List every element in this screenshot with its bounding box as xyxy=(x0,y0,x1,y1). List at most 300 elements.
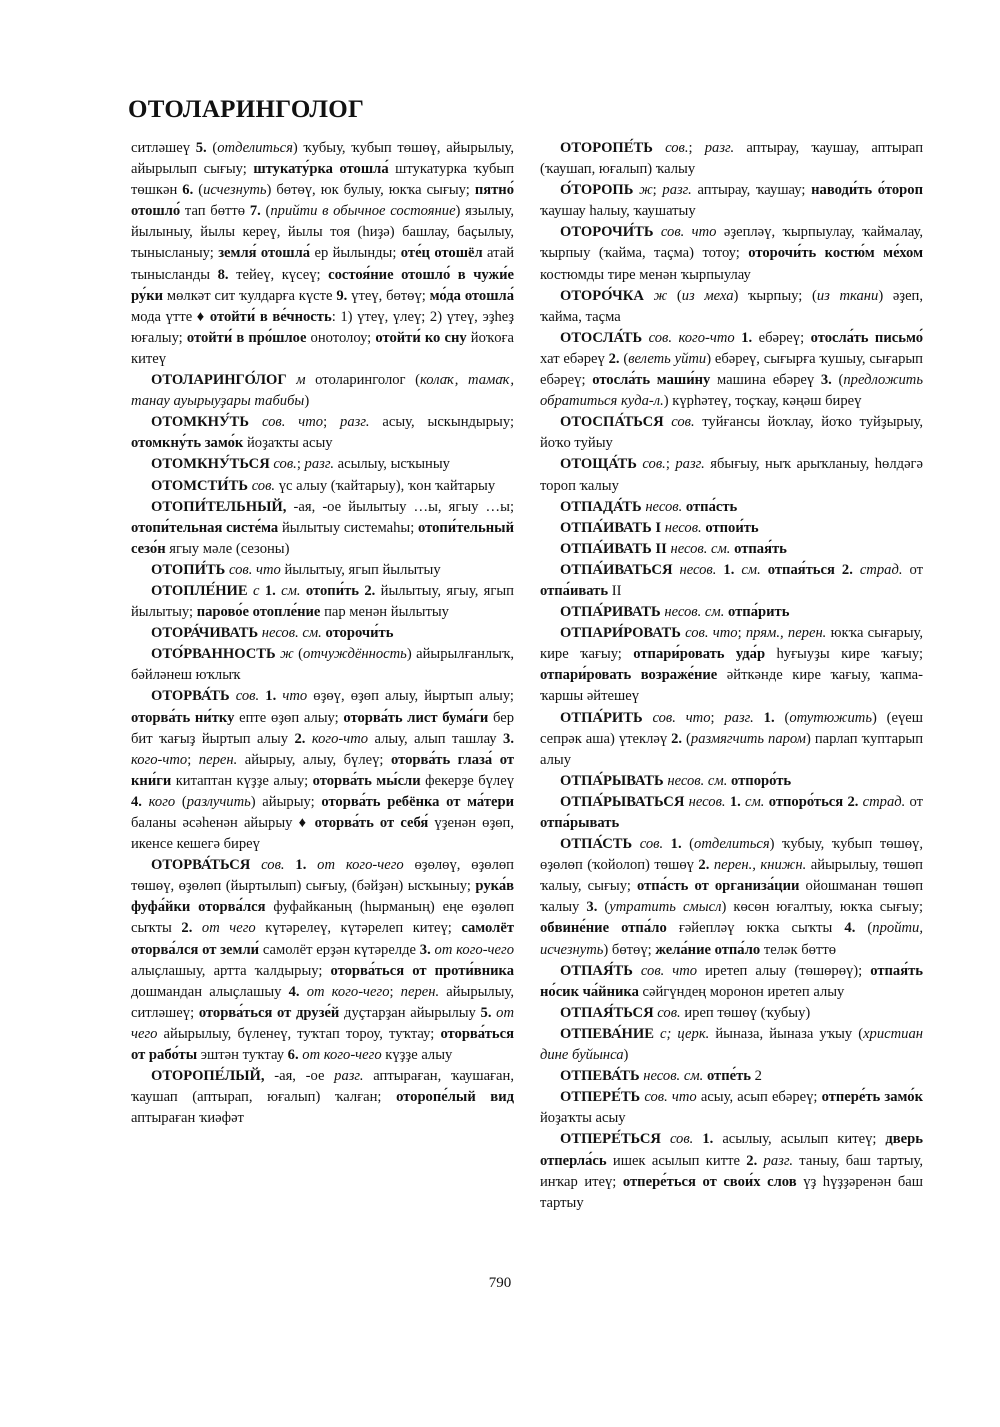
grammar-label: прям., перен. xyxy=(745,625,827,642)
entry-text: ебәреү; xyxy=(752,329,811,346)
headword: ОТО́РВАННОСТЬ xyxy=(151,646,276,663)
entry-text: алыҫлашыу, артта ҡалдырыу; xyxy=(131,962,331,979)
entry-text xyxy=(644,288,654,304)
example-phrase: 2. xyxy=(698,857,710,874)
entry-text xyxy=(142,794,149,810)
grammar-label: сов. что xyxy=(685,625,738,642)
example-phrase: оторва́ть ребёнка от ма́тери xyxy=(321,793,515,810)
example-phrase: отпая́ться xyxy=(767,561,835,578)
grammar-label: колаҡ, тамаҡ, танау ауырыуҙары табибы xyxy=(131,372,514,410)
entry-text xyxy=(663,836,671,852)
example-phrase: 6. xyxy=(287,1047,299,1064)
entry-text: эштән туҡтау xyxy=(197,1047,288,1064)
example-phrase: 1. xyxy=(723,561,735,578)
example-phrase: состоя́ние отошло́ в чужи́е ру́ки xyxy=(131,266,514,304)
example-phrase: оторва́ться от друзе́й xyxy=(198,1004,340,1021)
example-phrase: 2. xyxy=(608,350,620,367)
entry-text: : 1) үтеү, үлеү; 2) үтеү, эҙһеҙ юғалыу; xyxy=(131,308,515,346)
entry-text: ягыу мәле (сезоны) xyxy=(165,540,290,557)
example-phrase: оторва́ть мы́сли xyxy=(312,772,421,789)
entry-text: һуғыуҙы кире ҡағыу; xyxy=(765,646,923,663)
example-phrase: отойти́ ко сну xyxy=(375,329,467,346)
dictionary-entry xyxy=(540,834,923,961)
entry-text: теләк бөттө xyxy=(760,941,836,958)
example-phrase: 4. xyxy=(288,983,300,1000)
headword: ОТОПЛЕ́НИЕ xyxy=(151,582,248,599)
grammar-label: сов. что xyxy=(660,224,717,241)
headword: ОТПЕРЕ́ТЬ xyxy=(560,1089,641,1106)
example-phrase: отпа́рить xyxy=(728,604,790,621)
example-phrase: 1. xyxy=(702,1131,714,1148)
entry-text xyxy=(761,562,768,578)
example-phrase: отпере́ть замо́к xyxy=(821,1089,924,1106)
headword: ОТПА́ИВАТЬ I xyxy=(560,519,662,536)
dictionary-entry xyxy=(540,708,923,771)
entry-text xyxy=(853,562,860,578)
headword: ОТПА́ИВАТЬ II xyxy=(560,540,667,557)
entry-text: иретеп алыу (төшөрөү); xyxy=(697,962,871,979)
example-phrase: отпоро́ть xyxy=(731,772,792,789)
example-phrase: 8. xyxy=(217,266,229,283)
entry-text: йылытыу, ягыу, ягып йылытыу; xyxy=(131,582,514,621)
entry-text: аптырау, ҡаушау, аптырап (ҡаушап, юғалып) ҡалыу xyxy=(540,140,924,178)
entry-text xyxy=(192,920,202,936)
entry-text: йоҡоға китеү xyxy=(131,329,515,367)
entry-text: асылыу, асылып китеү; xyxy=(713,1131,886,1148)
entry-text: ) айырыу; xyxy=(250,793,322,810)
entry-text: үтеү, бөтөү; xyxy=(347,287,430,304)
grammar-label: ж xyxy=(653,287,668,304)
entry-text: асылыу, ысҡыныу xyxy=(333,456,450,473)
entry-text xyxy=(250,857,261,873)
entry-text: отоларинголог ( xyxy=(305,372,421,389)
entry-text: мөлкәт сит ҡулдарға күсте xyxy=(163,287,337,304)
example-phrase: самолёт оторва́лся от земли́ xyxy=(131,920,514,958)
example-phrase: земля́ отошла́ xyxy=(218,245,311,262)
dictionary-entry xyxy=(540,518,923,539)
headword: ОТПАРИ́РОВАТЬ xyxy=(560,625,681,642)
grammar-label: велеть уйти xyxy=(628,350,707,367)
entry-text: ( xyxy=(682,730,691,747)
entry-text: ) күрһәтеү, тоҫҡау, кәңәш биреү xyxy=(663,393,862,410)
dictionary-entry xyxy=(131,623,514,644)
entry-text: ; xyxy=(389,983,401,1000)
page-number: 790 xyxy=(488,1275,512,1291)
headword: ОТПА́РИТЬ xyxy=(560,709,643,726)
running-head: ОТОЛАРИНГОЛОГ xyxy=(128,96,365,123)
entry-text xyxy=(643,710,653,726)
entry-text: айырылыу, бүленеү, туҡтап тороу, туҡтау; xyxy=(157,1025,441,1042)
headword: ОТПА́ИВАТЬСЯ xyxy=(560,561,673,578)
entry-text: от xyxy=(905,793,924,810)
grammar-label: отделиться xyxy=(217,140,293,156)
grammar-label: сов. что xyxy=(640,962,698,979)
example-phrase: дверь отперла́сь xyxy=(540,1131,923,1169)
grammar-label: прийти в обычное состояние xyxy=(270,203,456,220)
entry-text: өҙөлөү, өҙөлөп төшөү, өҙөлөп (йыртылып) сығыу, (бәйҙән) ысҡыныу; xyxy=(131,857,514,895)
entry-text: күтәрелеү, күтәрелеп китеү; xyxy=(255,920,462,937)
entry-text: ( xyxy=(175,793,187,810)
entry-text: ( xyxy=(193,182,204,199)
dictionary-entry xyxy=(131,476,514,497)
entry-text: асыу, ыскындырыу; xyxy=(369,414,515,431)
grammar-label: разг. xyxy=(704,140,735,156)
example-phrase: оторва́ться от проти́вника xyxy=(330,962,514,979)
example-phrase: 9. xyxy=(336,287,348,304)
entry-text: ) бөтөү, юк булыу, юкҡа сығыу; xyxy=(266,182,475,199)
entry-text: аптыраған, ҡаушаған, ҡаушап (аптырап, юғалып) ҡалған; xyxy=(131,1068,514,1106)
dictionary-entry xyxy=(540,539,923,560)
grammar-label: от кого-чего xyxy=(317,857,404,874)
entry-text: әҙепләү, ҡырпыулау, ҡаймалау, ҡырпыу (ҡайма, таҫма) тотоу; xyxy=(540,224,923,262)
left-column xyxy=(131,138,514,1129)
grammar-label: сов. xyxy=(642,456,666,473)
grammar-label: кого xyxy=(148,793,176,810)
example-phrase: отомкну́ть замо́к xyxy=(131,435,244,452)
grammar-label: страд. xyxy=(862,793,906,810)
example-phrase: парово́е отопле́ние xyxy=(196,604,321,621)
example-phrase: 1. xyxy=(763,709,775,726)
dictionary-entry xyxy=(131,855,514,1066)
entry-text: ) ҡубыу, ҡубып төшөү, айырылыу, айырылып сығыу; xyxy=(131,140,514,178)
example-phrase: отпа́сть xyxy=(685,498,738,515)
grammar-label: сов. xyxy=(657,1004,681,1021)
dictionary-entry xyxy=(540,1129,923,1213)
grammar-label: разг. xyxy=(340,414,370,431)
example-phrase: 1. xyxy=(729,793,741,810)
entry-text: бер бит ҡағыҙ йыртып алыу xyxy=(131,709,514,747)
headword: О́ТОРОПЬ xyxy=(560,182,634,199)
entry-text: хат ебәреү xyxy=(540,350,609,367)
entry-text: ) көсөн юғалтыу, юкҡа сығыу; xyxy=(721,899,923,916)
example-phrase: отпои́ть xyxy=(705,519,759,536)
headword: ОТПА́РЫВАТЬСЯ xyxy=(560,793,685,810)
example-phrase: отпа́ивать xyxy=(540,582,609,599)
grammar-label: разлучить xyxy=(186,793,251,810)
grammar-label: от чего xyxy=(201,920,256,937)
entry-text: сәйгүндең моронон иретеп алыу xyxy=(638,983,845,1000)
grammar-label: сов. что xyxy=(229,561,281,578)
example-phrase: оторва́ть лист бума́ги xyxy=(343,709,489,726)
entry-text: ) әҙеп, ҡайма, таҫма xyxy=(540,287,924,325)
entry-text: мода үтте ♦ xyxy=(131,308,210,325)
example-phrase: 2. xyxy=(671,730,683,747)
grammar-label: размягчить паром xyxy=(690,730,806,747)
entry-text: үс алыу (ҡайтарыу), ҡон ҡайтарыу xyxy=(275,477,496,494)
headword: ОТОРОПЕ́ТЬ xyxy=(560,140,653,156)
grammar-label: м xyxy=(296,372,306,389)
example-phrase: оте́ц отошёл xyxy=(400,245,483,262)
grammar-label: что xyxy=(282,688,308,705)
grammar-label: см. xyxy=(745,793,765,810)
entry-text: ) парлап ҡуптарып алыу xyxy=(540,730,924,768)
entry-text: йылытыу системаһы; xyxy=(278,519,419,536)
headword: ОТПАДА́ТЬ xyxy=(560,498,642,515)
entry-text: иреп төшөү (ҡубыу) xyxy=(680,1004,811,1021)
dictionary-entry xyxy=(540,286,923,328)
grammar-label: сов. xyxy=(669,1131,694,1148)
entry-text: ( xyxy=(260,203,271,220)
grammar-label: сов. xyxy=(665,140,689,156)
headword: ОТОРО́ЧКА xyxy=(560,287,644,304)
entry-text xyxy=(661,1131,670,1147)
entry-text xyxy=(632,836,640,852)
entry-text xyxy=(835,562,842,578)
dictionary-entry xyxy=(540,222,923,285)
grammar-label: кого-что xyxy=(131,751,188,768)
entry-text: ( xyxy=(597,899,610,916)
entry-text: ) бөтөү; xyxy=(603,941,656,958)
entry-text: айырылыу, төшөп ҡалыу, сығыу; xyxy=(540,857,923,895)
entry-text: ) (еүеш сепрәк аша) үтекләү xyxy=(540,709,924,747)
entry-text: ( xyxy=(293,646,304,663)
entry-text: ; xyxy=(737,625,746,642)
example-phrase: 2. xyxy=(847,793,859,810)
dictionary-entry xyxy=(131,560,514,581)
example-phrase: оторва́ть глаза́ от кни́ги xyxy=(131,751,514,789)
dictionary-entry xyxy=(540,961,923,1003)
entry-text: самолёт ерҙән күтәрелде xyxy=(259,941,420,958)
entry-text: ) язылыу, йылыныу, йылы кереү, йылы тоя (һиҙә) башлау, баҫылыу, тынысланыу; xyxy=(131,203,514,262)
entry-text xyxy=(653,140,665,156)
entry-text: асыу, асып ебәреү; xyxy=(696,1089,822,1106)
example-phrase: мо́да отошла́ xyxy=(429,287,514,304)
entry-text: аптырау, ҡаушау; xyxy=(691,182,812,199)
grammar-label: разг. xyxy=(724,709,754,726)
grammar-label: разг. xyxy=(304,456,334,473)
example-phrase: отопи́ть xyxy=(305,582,360,599)
dictionary-entry xyxy=(131,581,514,623)
headword: ОТОМКНУ́ТЬСЯ xyxy=(151,456,270,473)
entry-text: ябығыу, ныҡ арыҡланыу, һөлдәгә тороп ҡалыу xyxy=(540,456,924,494)
entry-text: ; xyxy=(665,456,676,473)
example-phrase: отойти́ в ве́чность xyxy=(209,308,332,325)
example-phrase: 4. xyxy=(131,793,142,810)
grammar-label: см. xyxy=(281,582,301,599)
example-phrase: жела́ние отпа́ло xyxy=(655,941,761,958)
entry-text xyxy=(633,963,641,979)
entry-text: ғәйепләү юкҡа сыҡты xyxy=(666,920,845,937)
grammar-label: несов. см. xyxy=(664,604,725,621)
grammar-label: разг. xyxy=(662,182,692,199)
example-phrase: штукату́рка отошла́ xyxy=(253,161,389,178)
dictionary-entry xyxy=(540,1024,923,1066)
grammar-label: перен., книжн. xyxy=(713,857,807,874)
dictionary-entry xyxy=(131,454,514,475)
example-phrase: 2. xyxy=(841,561,853,578)
entry-text xyxy=(754,710,764,726)
example-phrase: отпа́сть от организа́ции xyxy=(637,878,800,895)
dictionary-entry xyxy=(540,771,923,792)
dictionary-entry xyxy=(131,497,514,560)
entry-text: ( xyxy=(619,350,629,367)
entry-text: дошмандан алыҫлашыу xyxy=(131,983,289,1000)
example-phrase: 1. xyxy=(670,836,682,853)
grammar-label: несов. xyxy=(645,498,683,515)
dictionary-entry xyxy=(131,138,514,370)
dictionary-entry xyxy=(540,328,923,412)
headword: ОТПАЯ́ТЬ xyxy=(560,962,633,979)
entry-text: ) ҡырпыу; ( xyxy=(733,287,817,304)
grammar-label: несов. см. xyxy=(643,1068,704,1085)
dictionary-entry xyxy=(131,1066,514,1129)
headword: ОТОСПА́ТЬСЯ xyxy=(560,414,664,431)
grammar-label: см. xyxy=(741,561,761,578)
entry-text: тап бөттө xyxy=(180,203,250,220)
entry-text: йылытыу, ягып йылытыу xyxy=(280,561,441,578)
example-phrase: оторочи́ть xyxy=(325,625,394,642)
dictionary-entry xyxy=(131,644,514,686)
dictionary-entry xyxy=(131,686,514,855)
grammar-label: разг. xyxy=(334,1068,364,1085)
example-phrase: 3. xyxy=(419,941,431,958)
entry-text: ( xyxy=(681,836,695,853)
entry-text: ҡаушау һалыу, ҡаушатыу xyxy=(540,203,696,220)
entry-text: айырыу, алыу, бүлеү; xyxy=(237,751,391,768)
grammar-label: предложить обратиться куда-л. xyxy=(540,372,923,410)
entry-text: штукатурка ҡубып төшкән xyxy=(131,161,514,199)
example-phrase: отпари́ровать возраже́ние xyxy=(540,667,718,684)
example-phrase: отпа́рывать xyxy=(540,815,620,831)
dictionary-entry xyxy=(540,623,923,707)
example-phrase: 2. xyxy=(364,582,376,599)
grammar-label: пройти, исчезнуть xyxy=(540,920,923,958)
dictionary-entry xyxy=(540,602,923,623)
entry-text: аптыраған ҡиәфәт xyxy=(131,1110,244,1127)
example-phrase: отойти́ в про́шлое xyxy=(186,329,307,346)
grammar-label: сов. что xyxy=(644,1089,697,1106)
example-phrase: 4. xyxy=(844,920,856,937)
example-phrase: 5. xyxy=(480,1004,492,1021)
grammar-label: исчезнуть xyxy=(203,182,267,199)
grammar-label: разг. xyxy=(763,1152,793,1169)
grammar-label: христиан дине буйынса xyxy=(540,1025,923,1064)
entry-text: йоҙаҡты асыу xyxy=(243,435,333,452)
grammar-label: отчуждённость xyxy=(303,646,407,663)
entry-text: ; xyxy=(323,414,341,431)
entry-text: ) xyxy=(623,1047,629,1064)
example-phrase: отпе́ть xyxy=(706,1068,751,1085)
dictionary-entry xyxy=(540,792,923,834)
example-phrase: 1. xyxy=(741,329,753,346)
headword: ОТОЛАРИНГО́ЛОГ xyxy=(151,372,287,389)
entry-text: ) ебәреү, сығырға ҡушыу, сығарып ебәреү; xyxy=(540,350,923,389)
grammar-label: ж xyxy=(280,646,294,663)
headword: ОТОРОЧИ́ТЬ xyxy=(560,224,654,241)
entry-text: ; xyxy=(187,751,199,768)
dictionary-entry xyxy=(540,1003,923,1024)
entry-text: тейеү, күсеү; xyxy=(228,266,329,283)
example-phrase: оторочи́ть костю́м ме́хом xyxy=(748,245,924,262)
grammar-label: из меха xyxy=(681,287,734,304)
headword: ОТПЕВА́НИЕ xyxy=(560,1025,654,1042)
dictionary-entry xyxy=(131,370,514,412)
example-phrase: 1. xyxy=(265,688,277,705)
example-phrase: оторва́ться от рабо́ты xyxy=(131,1025,514,1064)
entry-text: 2 xyxy=(751,1068,762,1085)
entry-text: туйғансы йоҡлау, йоҡо туйҙырыу, йоҡо туйыу xyxy=(540,414,923,452)
dictionary-entry xyxy=(540,138,923,180)
example-phrase: 7. xyxy=(249,203,261,220)
dictionary-entry xyxy=(540,497,923,518)
entry-text: баланы әсәһенән айырыу ♦ xyxy=(131,815,315,831)
example-phrase: обвине́ние отпа́ло xyxy=(540,920,667,937)
example-phrase: 3. xyxy=(820,372,832,389)
entry-text: атай тынысланды xyxy=(131,245,514,283)
grammar-label: несов. см. xyxy=(261,625,322,642)
grammar-label: сов. xyxy=(261,857,285,874)
entry-text: ) xyxy=(304,393,310,410)
grammar-label: сов. кого-что xyxy=(648,329,735,346)
example-phrase: отопи́тельный сезо́н xyxy=(131,519,514,557)
grammar-label: несов. xyxy=(679,561,717,578)
entry-text: -ая, -ое xyxy=(264,1068,335,1085)
headword: ОТОРВА́ТЬ xyxy=(151,688,230,705)
entry-text: йыназа, йыназа уҡыу ( xyxy=(709,1025,864,1042)
entry-text: ер йылынды; xyxy=(310,245,401,262)
entry-text: күҙҙе алыу xyxy=(381,1047,453,1064)
entry-text xyxy=(306,857,317,873)
entry-text: үҙ һүҙҙәренән баш тартыу xyxy=(540,1173,923,1211)
entry-text xyxy=(285,857,296,873)
headword: ОТПА́СТЬ xyxy=(560,836,633,853)
grammar-label: отутюжить xyxy=(789,709,872,726)
entry-text: ( xyxy=(855,920,873,937)
grammar-label: сов. xyxy=(235,688,260,705)
headword: ОТОМСТИ́ТЬ xyxy=(151,477,249,494)
headword: ОТОРВА́ТЬСЯ xyxy=(151,857,251,874)
headword: ОТОРОПЕ́ЛЫЙ, xyxy=(151,1068,265,1085)
headword: ОТПАЯ́ТЬСЯ xyxy=(560,1004,654,1021)
headword: ОТОЩА́ТЬ xyxy=(560,456,637,473)
right-column xyxy=(540,138,923,1214)
entry-text: әйткәнде кире ҡағыу, ҡапма-ҡаршы әйтешеү xyxy=(540,667,924,705)
entry-text: онотолоу; xyxy=(306,329,376,346)
grammar-label: сов. xyxy=(671,414,695,431)
example-phrase: отпая́ть xyxy=(734,540,787,557)
grammar-label: утратить смысл xyxy=(609,899,722,916)
entry-text: епте өҙөп алыу; xyxy=(234,709,344,726)
example-phrase: отосла́ть маши́ну xyxy=(592,372,711,389)
dictionary-entry xyxy=(540,412,923,454)
entry-text xyxy=(693,1131,702,1147)
example-phrase: оторва́ть ни́тку xyxy=(131,709,235,726)
dictionary-entry xyxy=(540,180,923,222)
example-phrase: 1. xyxy=(264,582,276,599)
entry-text: таныу, баш тартыу, инҡар итеү; xyxy=(540,1152,924,1190)
headword: ОТПА́РЫВАТЬ xyxy=(560,772,664,789)
grammar-label: от кого-чего xyxy=(306,983,390,1000)
entry-text: ; xyxy=(296,456,305,473)
dictionary-entry xyxy=(540,1066,923,1087)
grammar-label: от чего xyxy=(131,1004,515,1042)
grammar-label: из ткани xyxy=(816,287,879,304)
grammar-label: сов. xyxy=(251,477,276,494)
example-phrase: 6. xyxy=(182,182,194,199)
entry-text: ( xyxy=(667,287,682,304)
entry-text: машина ебәреү xyxy=(710,372,821,389)
example-phrase: отпере́ться от свои́х слов xyxy=(622,1173,797,1190)
entry-text: II xyxy=(608,582,622,599)
example-phrase: отпари́ровать уда́р xyxy=(633,646,766,663)
headword: ОТПА́РИВАТЬ xyxy=(560,604,661,621)
entry-text: айырылыу, ситләшеү; xyxy=(131,983,514,1021)
grammar-label: сов. что xyxy=(652,709,711,726)
headword: ОТОПИ́ТЬ xyxy=(151,561,226,578)
example-phrase: отпоро́ться xyxy=(768,793,844,810)
entry-text: костюмды тире менән ҡырпыулау xyxy=(540,266,751,283)
dictionary-entry xyxy=(131,412,514,454)
